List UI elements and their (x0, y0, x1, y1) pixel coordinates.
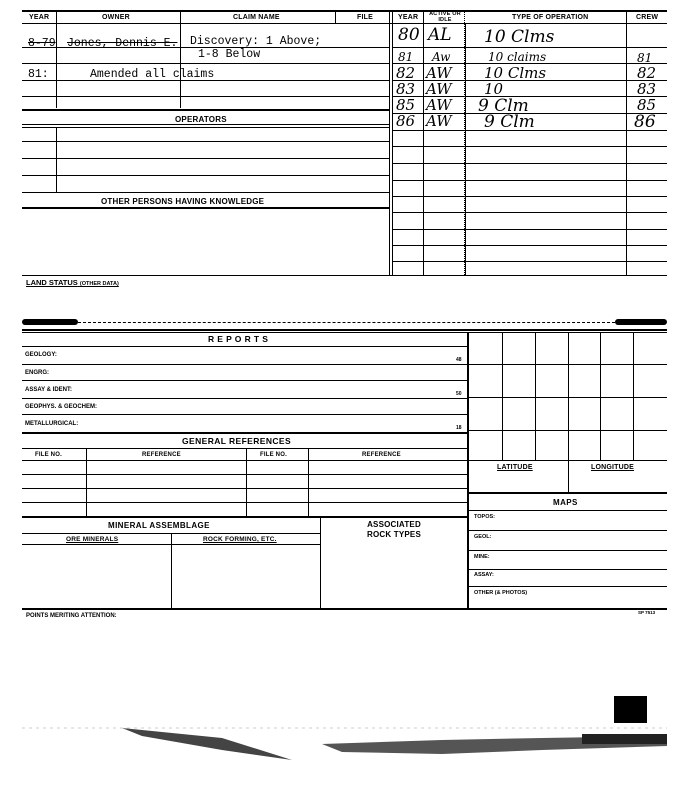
op-row-1-active: AL (428, 25, 452, 45)
report-assay-num: 50 (456, 391, 462, 397)
associated-rock-types-line2: ROCK TYPES (366, 530, 421, 539)
report-assay: ASSAY & IDENT: (25, 387, 73, 393)
report-geology: GEOLOGY: (25, 352, 57, 358)
op-row-5-year: 85 (396, 96, 416, 114)
header-file: FILE (357, 14, 373, 21)
header-year: YEAR (29, 14, 50, 21)
owner-row-1-owner: Jones, Dennis E. (67, 37, 178, 50)
owner-row-1-claim-line2: 1-8 Below (198, 48, 261, 61)
op-row-2-crew: 81 (637, 51, 653, 65)
land-status-label: LAND STATUS (26, 278, 78, 287)
points-meriting-attention: POINTS MERITING ATTENTION: (26, 613, 117, 619)
report-geophys: GEOPHYS. & GEOCHEM: (25, 404, 98, 410)
op-row-2-year: 81 (398, 50, 414, 64)
report-metallurgical-num: 18 (456, 425, 462, 431)
maps-geol: GEOL: (474, 534, 492, 540)
op-row-3-crew: 82 (637, 64, 657, 82)
mineral-assemblage-heading: MINERAL ASSEMBLAGE (108, 521, 210, 530)
maps-assay: ASSAY: (474, 572, 494, 578)
op-row-6-type: 9 Clm (484, 112, 535, 132)
maps-mine: MINE: (474, 554, 490, 560)
header-active-idle: ACTIVE OR IDLE (429, 11, 461, 23)
redaction-mark-right (615, 319, 667, 325)
operators-heading: OPERATORS (175, 115, 227, 124)
general-references-heading: GENERAL REFERENCES (182, 436, 292, 446)
op-row-4-crew: 83 (637, 80, 657, 98)
reports-heading: R E P O R T S (208, 334, 269, 344)
header-year2: YEAR (398, 14, 419, 21)
op-row-3-active: AW (426, 64, 452, 82)
header-claim-name: CLAIM NAME (233, 14, 280, 21)
scan-blot-square (614, 696, 647, 723)
op-row-4-year: 83 (396, 80, 416, 98)
owner-row-1-claim-line1: Discovery: 1 Above; (190, 35, 322, 48)
ref-header-file-no: FILE NO. (35, 452, 62, 458)
report-metallurgical: METALLURGICAL: (25, 421, 79, 427)
op-row-6-active: AW (426, 112, 452, 130)
owner-row-2-year: 81: (28, 68, 49, 81)
op-row-4-type: 10 (484, 80, 504, 98)
maps-heading: MAPS (553, 498, 578, 507)
maps-topos: TOPOS: (474, 514, 495, 520)
owner-row-1-year: 8-79 (28, 37, 56, 50)
header-owner: OWNER (102, 14, 130, 21)
ref-header-reference: REFERENCE (142, 452, 181, 458)
owner-row-2-owner: Amended all claims (90, 68, 215, 81)
associated-rock-types-line1: ASSOCIATED (367, 520, 421, 529)
land-status-sub: (OTHER DATA) (79, 281, 119, 287)
longitude-label: LONGITUDE (591, 464, 635, 471)
rock-forming-header: ROCK FORMING, ETC. (203, 536, 277, 543)
ref-header-file-no2: FILE NO. (260, 452, 287, 458)
header-type-of-operation: TYPE OF OPERATION (512, 14, 589, 21)
op-row-1-year: 80 (398, 25, 420, 45)
op-row-5-active: AW (426, 96, 452, 114)
form-number: SP 7513 (638, 610, 656, 615)
op-row-6-crew: 86 (634, 112, 656, 132)
ore-minerals-header: ORE MINERALS (66, 536, 119, 543)
header-crew: CREW (636, 14, 659, 21)
report-geology-num: 48 (456, 357, 462, 363)
op-row-6-year: 86 (396, 112, 416, 130)
op-row-5-type: 9 Clm (478, 96, 529, 116)
scan-noise-band (22, 720, 667, 780)
op-row-2-active: Aw (432, 50, 451, 64)
op-row-1-type: 10 Clms (484, 27, 555, 47)
ref-header-reference2: REFERENCE (362, 452, 401, 458)
op-row-3-type: 10 Clms (484, 64, 547, 82)
report-engrg: ENGRG: (25, 370, 49, 376)
other-persons-heading: OTHER PERSONS HAVING KNOWLEDGE (101, 197, 265, 206)
op-row-4-active: AW (426, 80, 452, 98)
op-row-3-year: 82 (396, 64, 416, 82)
op-row-2-type: 10 claims (488, 50, 547, 64)
redaction-mark-left (22, 319, 78, 325)
maps-other: OTHER (& PHOTOS) (474, 590, 528, 596)
op-row-5-crew: 85 (637, 96, 657, 114)
latitude-label: LATITUDE (497, 464, 533, 471)
